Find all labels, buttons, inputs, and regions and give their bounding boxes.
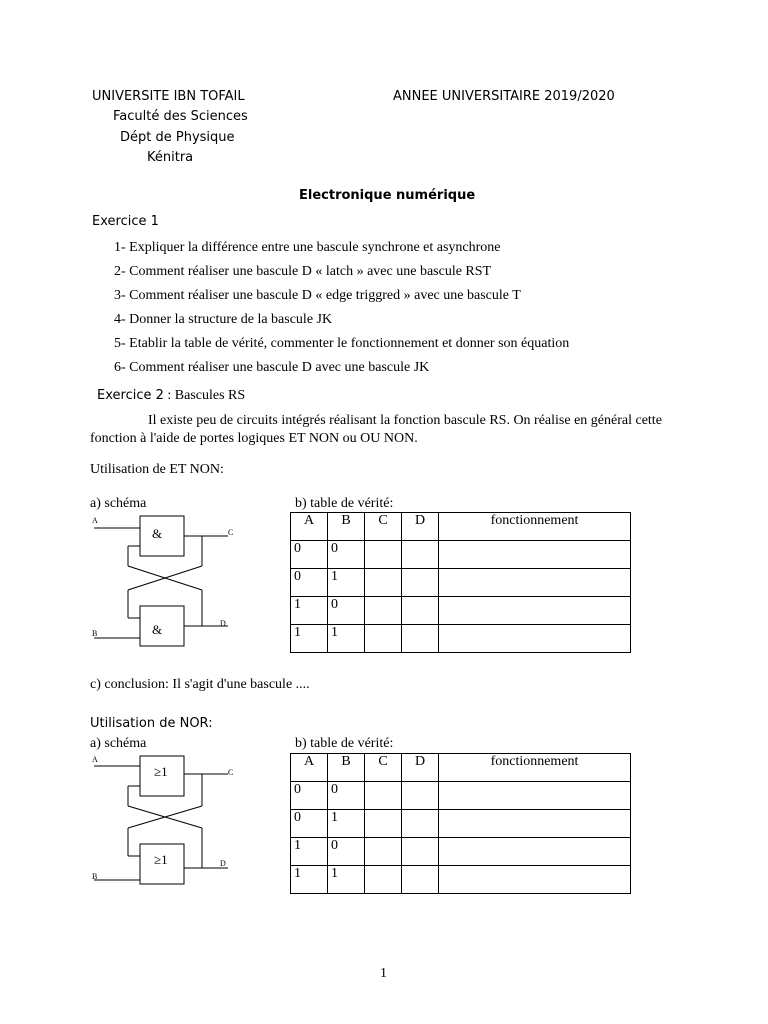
exercise-1-title: Exercice 1 (92, 214, 159, 229)
cell-c (365, 597, 402, 625)
nor-table-label: b) table de vérité: (295, 736, 394, 751)
exercise-2-label: Exercice 2 (97, 388, 164, 403)
nand-gate-symbol: & (152, 622, 163, 637)
cell-a: 1 (291, 625, 328, 653)
cell-a: 1 (291, 597, 328, 625)
cell-d (402, 597, 439, 625)
header-c: C (365, 754, 402, 782)
nor-gate-symbol: ≥1 (154, 764, 168, 779)
document-title: Electronique numérique (299, 188, 476, 203)
output-c-label: C (228, 768, 234, 777)
academic-year: ANNEE UNIVERSITAIRE 2019/2020 (393, 89, 615, 104)
output-c-label: C (228, 528, 234, 537)
cell-b: 1 (328, 866, 365, 894)
cell-c (365, 810, 402, 838)
input-a-label: A (92, 516, 98, 525)
nor-truth-table (290, 753, 631, 894)
cell-b: 0 (328, 838, 365, 866)
exercise-1-item: 6- Comment réaliser une bascule D avec une bascule JK (114, 360, 430, 375)
nor-gate-symbol: ≥1 (154, 852, 168, 867)
table-row (291, 838, 631, 866)
cell-a: 0 (291, 541, 328, 569)
cell-fonctionnement (439, 838, 631, 866)
cell-c (365, 541, 402, 569)
table-row (291, 541, 631, 569)
table-row (291, 625, 631, 653)
table-header-row (291, 513, 631, 541)
faculty-name: Faculté des Sciences (113, 109, 248, 124)
nor-schema-label: a) schéma (90, 736, 147, 751)
cell-c (365, 838, 402, 866)
city-name: Kénitra (147, 150, 194, 165)
cell-d (402, 866, 439, 894)
cell-fonctionnement (439, 541, 631, 569)
header-b: B (328, 513, 365, 541)
cell-d (402, 838, 439, 866)
nand-truth-table (290, 512, 631, 653)
cell-d (402, 625, 439, 653)
table-header-row (291, 754, 631, 782)
input-a-label: A (92, 755, 98, 764)
exercise-1-item: 1- Expliquer la différence entre une bascule synchrone et asynchrone (114, 240, 501, 255)
department-name: Dépt de Physique (120, 130, 235, 145)
input-b-label: B (92, 629, 98, 638)
exercise-2-title (97, 386, 245, 404)
table-row (291, 866, 631, 894)
exercise-1-item: 3- Comment réaliser une bascule D « edge triggred » avec une bascule T (114, 288, 521, 303)
header-d: D (402, 513, 439, 541)
table-row (291, 810, 631, 838)
cell-c (365, 866, 402, 894)
header-d: D (402, 754, 439, 782)
cell-c (365, 625, 402, 653)
table-row (291, 782, 631, 810)
cell-a: 1 (291, 866, 328, 894)
cell-d (402, 782, 439, 810)
header-a: A (291, 754, 328, 782)
cell-b: 0 (328, 597, 365, 625)
cell-fonctionnement (439, 782, 631, 810)
cell-a: 1 (291, 838, 328, 866)
nand-table-label: b) table de vérité: (295, 496, 394, 511)
nand-flipflop-schematic (88, 508, 248, 648)
exercise-1-item: 5- Etablir la table de vérité, commenter le fonctionnement et donner son équation (114, 336, 570, 351)
cell-d (402, 569, 439, 597)
cell-b: 1 (328, 810, 365, 838)
header-fonctionnement: fonctionnement (439, 754, 631, 782)
cell-d (402, 810, 439, 838)
cell-b: 1 (328, 625, 365, 653)
exercise-1-item: 4- Donner la structure de la bascule JK (114, 312, 333, 327)
cell-fonctionnement (439, 569, 631, 597)
university-name: UNIVERSITE IBN TOFAIL (92, 89, 245, 104)
cell-a: 0 (291, 810, 328, 838)
page-number: 1 (380, 966, 387, 981)
nor-heading: Utilisation de NOR: (90, 716, 213, 731)
header-a: A (291, 513, 328, 541)
cell-d (402, 541, 439, 569)
table-row (291, 597, 631, 625)
nand-gate-symbol: & (152, 526, 163, 541)
output-d-label: D (220, 859, 226, 868)
header-c: C (365, 513, 402, 541)
exercise-2-intro: Il existe peu de circuits intégrés réalisant la fonction bascule RS. On réalise en général cette fonction à l'aide de portes logiques ET NON ou OU NON. (90, 413, 662, 446)
input-b-label: B (92, 872, 98, 881)
cell-fonctionnement (439, 810, 631, 838)
cell-c (365, 782, 402, 810)
table-row (291, 569, 631, 597)
header-fonctionnement: fonctionnement (439, 513, 631, 541)
exercise-1-item: 2- Comment réaliser une bascule D « latch » avec une bascule RST (114, 264, 492, 279)
cell-b: 1 (328, 569, 365, 597)
cell-a: 0 (291, 569, 328, 597)
exercise-2-subject: : Bascules RS (163, 388, 246, 403)
nand-schema-label: a) schéma (90, 496, 147, 511)
header-b: B (328, 754, 365, 782)
cell-c (365, 569, 402, 597)
nor-flipflop-schematic (88, 748, 248, 888)
cell-a: 0 (291, 782, 328, 810)
cell-fonctionnement (439, 866, 631, 894)
cell-fonctionnement (439, 597, 631, 625)
cell-b: 0 (328, 782, 365, 810)
output-d-label: D (220, 619, 226, 628)
nand-conclusion: c) conclusion: Il s'agit d'une bascule .... (90, 677, 310, 692)
nand-heading: Utilisation de ET NON: (90, 462, 224, 477)
cell-fonctionnement (439, 625, 631, 653)
cell-b: 0 (328, 541, 365, 569)
